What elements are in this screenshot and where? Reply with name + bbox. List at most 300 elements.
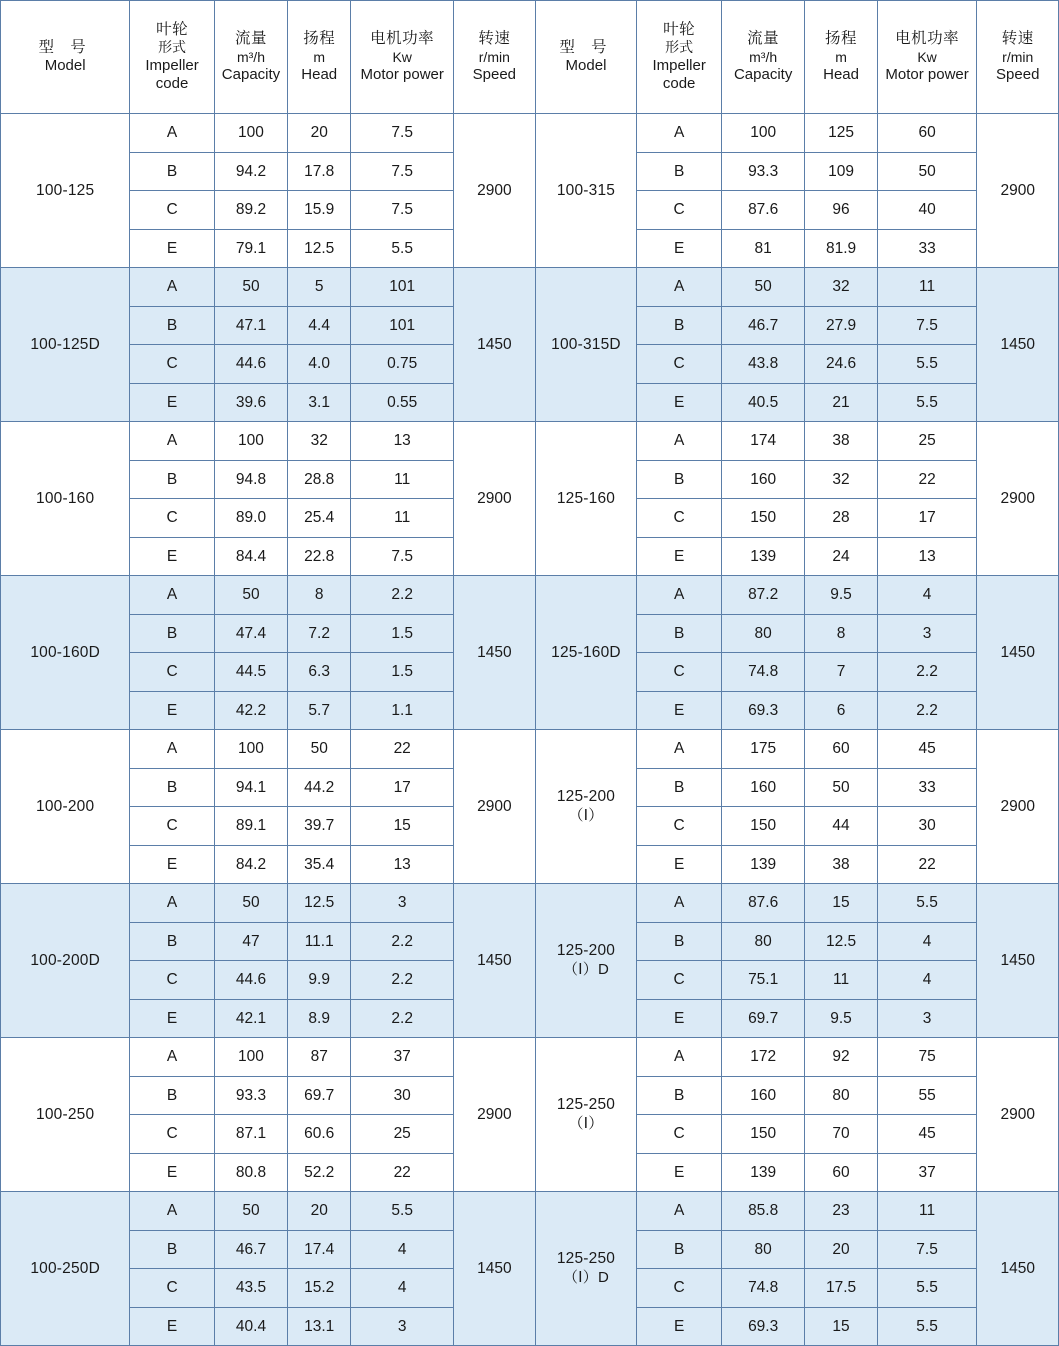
- model-cell: [535, 884, 637, 1038]
- model-name: 125-160D: [551, 643, 621, 661]
- motor-power-cell: 33: [877, 229, 977, 268]
- impeller-code-cell: B: [130, 768, 215, 807]
- model-cell: [1, 730, 130, 884]
- capacity-cell: 139: [721, 845, 804, 884]
- motor-power-cell: 60: [877, 114, 977, 153]
- motor-power-cell: 40: [877, 191, 977, 230]
- speed-cell: 1450: [454, 268, 535, 422]
- model-cell: [535, 422, 637, 576]
- motor-power-cell: 3: [351, 884, 454, 923]
- capacity-cell: 46.7: [214, 1230, 287, 1269]
- impeller-code-cell: A: [637, 268, 722, 307]
- impeller-code-cell: C: [130, 653, 215, 692]
- head-cell: 20: [805, 1230, 877, 1269]
- motor-power-cell: 75: [877, 1038, 977, 1077]
- col-header-cn: 型 号: [38, 38, 92, 56]
- head-cell: 28: [805, 499, 877, 538]
- capacity-cell: 87.6: [721, 191, 804, 230]
- speed-cell: 2900: [977, 1038, 1059, 1192]
- col-header-model-2: [535, 1, 637, 114]
- head-cell: 60.6: [288, 1115, 351, 1154]
- impeller-code-cell: E: [130, 1153, 215, 1192]
- impeller-code-cell: A: [637, 730, 722, 769]
- head-cell: 52.2: [288, 1153, 351, 1192]
- impeller-code-cell: C: [637, 807, 722, 846]
- motor-power-cell: 50: [877, 152, 977, 191]
- capacity-cell: 50: [214, 576, 287, 615]
- col-header-cn: 扬程: [825, 30, 858, 48]
- capacity-cell: 39.6: [214, 383, 287, 422]
- motor-power-cell: 30: [877, 807, 977, 846]
- impeller-code-cell: B: [637, 614, 722, 653]
- head-cell: 44: [805, 807, 877, 846]
- col-header-unit: m³/h: [749, 48, 778, 65]
- col-header-impeller-code-2: [637, 1, 722, 114]
- model-cell: [1, 884, 130, 1038]
- col-header-en: Impeller code: [145, 56, 199, 93]
- table-row: [1, 268, 1059, 307]
- motor-power-cell: 2.2: [877, 653, 977, 692]
- capacity-cell: 89.0: [214, 499, 287, 538]
- model-variant: （Ⅰ）D: [562, 1268, 609, 1286]
- impeller-code-cell: E: [130, 691, 215, 730]
- capacity-cell: 50: [721, 268, 804, 307]
- motor-power-cell: 7.5: [351, 191, 454, 230]
- model-name: 125-200: [556, 788, 616, 806]
- motor-power-cell: 4: [877, 922, 977, 961]
- motor-power-cell: 5.5: [877, 383, 977, 422]
- impeller-code-cell: C: [130, 1269, 215, 1308]
- capacity-cell: 100: [214, 114, 287, 153]
- head-cell: 6: [805, 691, 877, 730]
- model-cell: [1, 576, 130, 730]
- impeller-code-cell: B: [130, 460, 215, 499]
- head-cell: 20: [288, 114, 351, 153]
- capacity-cell: 43.8: [721, 345, 804, 384]
- model-name: 100-125: [36, 181, 95, 199]
- motor-power-cell: 3: [877, 999, 977, 1038]
- impeller-code-cell: E: [637, 1153, 722, 1192]
- capacity-cell: 79.1: [214, 229, 287, 268]
- motor-power-cell: 4: [351, 1269, 454, 1308]
- impeller-code-cell: E: [637, 1307, 722, 1346]
- speed-cell: 2900: [454, 1038, 535, 1192]
- motor-power-cell: 5.5: [877, 1307, 977, 1346]
- capacity-cell: 42.2: [214, 691, 287, 730]
- motor-power-cell: 5.5: [877, 1269, 977, 1308]
- model-cell: [535, 730, 637, 884]
- model-name: 125-160: [556, 489, 616, 507]
- col-header-unit: r/min: [1002, 48, 1034, 65]
- motor-power-cell: 25: [877, 422, 977, 461]
- motor-power-cell: 13: [351, 422, 454, 461]
- capacity-cell: 100: [214, 1038, 287, 1077]
- speed-cell: 2900: [977, 114, 1059, 268]
- impeller-code-cell: A: [130, 730, 215, 769]
- motor-power-cell: 3: [351, 1307, 454, 1346]
- capacity-cell: 93.3: [214, 1076, 287, 1115]
- speed-cell: 1450: [977, 268, 1059, 422]
- capacity-cell: 40.5: [721, 383, 804, 422]
- motor-power-cell: 11: [877, 268, 977, 307]
- model-name: 100-200D: [30, 951, 100, 969]
- motor-power-cell: 101: [351, 306, 454, 345]
- capacity-cell: 160: [721, 460, 804, 499]
- motor-power-cell: 37: [351, 1038, 454, 1077]
- col-header-unit: m: [835, 48, 847, 65]
- head-cell: 50: [805, 768, 877, 807]
- speed-cell: 1450: [977, 576, 1059, 730]
- col-header-unit: m³/h: [236, 48, 265, 65]
- speed-cell: 1450: [977, 884, 1059, 1038]
- col-header-cn: 转速: [1001, 30, 1034, 48]
- model-name: 125-250: [556, 1250, 616, 1268]
- model-cell: [1, 422, 130, 576]
- motor-power-cell: 25: [351, 1115, 454, 1154]
- head-cell: 32: [805, 268, 877, 307]
- model-name: 100-250D: [30, 1259, 100, 1277]
- col-header-en: Speed: [472, 66, 517, 84]
- impeller-code-cell: B: [637, 460, 722, 499]
- impeller-code-cell: C: [130, 1115, 215, 1154]
- impeller-code-cell: C: [130, 961, 215, 1000]
- motor-power-cell: 55: [877, 1076, 977, 1115]
- capacity-cell: 80: [721, 1230, 804, 1269]
- impeller-code-cell: E: [130, 383, 215, 422]
- head-cell: 35.4: [288, 845, 351, 884]
- capacity-cell: 80: [721, 614, 804, 653]
- capacity-cell: 94.2: [214, 152, 287, 191]
- impeller-code-cell: B: [130, 152, 215, 191]
- head-cell: 9.5: [805, 576, 877, 615]
- col-header-cn: 型 号: [559, 38, 613, 56]
- head-cell: 109: [805, 152, 877, 191]
- impeller-code-cell: A: [637, 422, 722, 461]
- motor-power-cell: 5.5: [877, 884, 977, 923]
- speed-cell: 2900: [977, 422, 1059, 576]
- head-cell: 80: [805, 1076, 877, 1115]
- impeller-code-cell: B: [130, 306, 215, 345]
- capacity-cell: 74.8: [721, 1269, 804, 1308]
- model-name: 125-200: [556, 942, 616, 960]
- model-cell: [1, 1192, 130, 1346]
- impeller-code-cell: C: [130, 345, 215, 384]
- col-header-head-2: [805, 1, 877, 114]
- head-cell: 69.7: [288, 1076, 351, 1115]
- head-cell: 28.8: [288, 460, 351, 499]
- head-cell: 60: [805, 1153, 877, 1192]
- head-cell: 15: [805, 884, 877, 923]
- impeller-code-cell: B: [637, 1230, 722, 1269]
- col-header-en: Model: [44, 57, 86, 75]
- motor-power-cell: 13: [351, 845, 454, 884]
- col-header-speed-1: [454, 1, 535, 114]
- col-header-cn: 扬程: [303, 30, 336, 48]
- impeller-code-cell: B: [637, 152, 722, 191]
- table-body: [1, 114, 1059, 1346]
- col-header-cn: 电机功率: [370, 30, 435, 48]
- capacity-cell: 74.8: [721, 653, 804, 692]
- capacity-cell: 175: [721, 730, 804, 769]
- col-header-cn: 叶轮: [156, 20, 189, 38]
- model-cell: [535, 1038, 637, 1192]
- impeller-code-cell: E: [130, 999, 215, 1038]
- head-cell: 38: [805, 422, 877, 461]
- head-cell: 5.7: [288, 691, 351, 730]
- motor-power-cell: 3: [877, 614, 977, 653]
- speed-cell: 1450: [977, 1192, 1059, 1346]
- capacity-cell: 84.4: [214, 537, 287, 576]
- model-cell: [1, 114, 130, 268]
- head-cell: 22.8: [288, 537, 351, 576]
- col-header-motor-power-1: [351, 1, 454, 114]
- impeller-code-cell: E: [637, 845, 722, 884]
- capacity-cell: 150: [721, 807, 804, 846]
- motor-power-cell: 11: [351, 499, 454, 538]
- col-header-en: Capacity: [221, 66, 281, 84]
- capacity-cell: 172: [721, 1038, 804, 1077]
- motor-power-cell: 15: [351, 807, 454, 846]
- table-row: [1, 730, 1059, 769]
- col-header-unit: Kw: [917, 48, 937, 65]
- impeller-code-cell: C: [637, 499, 722, 538]
- impeller-code-cell: C: [637, 345, 722, 384]
- model-name: 100-125D: [30, 335, 100, 353]
- impeller-code-cell: A: [130, 422, 215, 461]
- capacity-cell: 160: [721, 768, 804, 807]
- model-cell: [535, 114, 637, 268]
- model-name: 100-160: [36, 489, 95, 507]
- motor-power-cell: 22: [351, 1153, 454, 1192]
- table-row: [1, 576, 1059, 615]
- capacity-cell: 46.7: [721, 306, 804, 345]
- impeller-code-cell: E: [637, 537, 722, 576]
- motor-power-cell: 13: [877, 537, 977, 576]
- model-cell: [535, 576, 637, 730]
- capacity-cell: 69.3: [721, 1307, 804, 1346]
- model-variant: （Ⅰ）: [568, 1114, 604, 1132]
- col-header-model-1: [1, 1, 130, 114]
- model-name: 100-315D: [551, 335, 621, 353]
- col-header-capacity-1: [214, 1, 287, 114]
- capacity-cell: 100: [214, 730, 287, 769]
- impeller-code-cell: B: [637, 306, 722, 345]
- motor-power-cell: 2.2: [351, 576, 454, 615]
- head-cell: 7: [805, 653, 877, 692]
- speed-cell: 2900: [454, 730, 535, 884]
- capacity-cell: 50: [214, 884, 287, 923]
- head-cell: 60: [805, 730, 877, 769]
- speed-cell: 1450: [454, 576, 535, 730]
- motor-power-cell: 2.2: [351, 999, 454, 1038]
- capacity-cell: 47.1: [214, 306, 287, 345]
- impeller-code-cell: E: [130, 537, 215, 576]
- model-name: 100-315: [556, 181, 616, 199]
- model-variant: （Ⅰ）D: [562, 960, 609, 978]
- model-cell: [1, 268, 130, 422]
- impeller-code-cell: A: [637, 1192, 722, 1231]
- head-cell: 15: [805, 1307, 877, 1346]
- capacity-cell: 80: [721, 922, 804, 961]
- impeller-code-cell: B: [130, 1230, 215, 1269]
- head-cell: 17.4: [288, 1230, 351, 1269]
- capacity-cell: 84.2: [214, 845, 287, 884]
- head-cell: 8: [805, 614, 877, 653]
- capacity-cell: 50: [214, 268, 287, 307]
- col-header-cn: 转速: [478, 30, 511, 48]
- col-header-en: Head: [301, 66, 338, 84]
- col-header-motor-power-2: [877, 1, 977, 114]
- capacity-cell: 69.7: [721, 999, 804, 1038]
- speed-cell: 1450: [454, 1192, 535, 1346]
- capacity-cell: 42.1: [214, 999, 287, 1038]
- impeller-code-cell: B: [637, 1076, 722, 1115]
- head-cell: 38: [805, 845, 877, 884]
- head-cell: 11.1: [288, 922, 351, 961]
- head-cell: 25.4: [288, 499, 351, 538]
- motor-power-cell: 5.5: [351, 1192, 454, 1231]
- head-cell: 17.8: [288, 152, 351, 191]
- impeller-code-cell: A: [130, 114, 215, 153]
- capacity-cell: 87.6: [721, 884, 804, 923]
- head-cell: 24.6: [805, 345, 877, 384]
- capacity-cell: 139: [721, 1153, 804, 1192]
- capacity-cell: 50: [214, 1192, 287, 1231]
- motor-power-cell: 33: [877, 768, 977, 807]
- model-cell: [535, 1192, 637, 1346]
- impeller-code-cell: E: [637, 229, 722, 268]
- capacity-cell: 75.1: [721, 961, 804, 1000]
- impeller-code-cell: A: [130, 268, 215, 307]
- capacity-cell: 93.3: [721, 152, 804, 191]
- table-row: [1, 114, 1059, 153]
- table-row: [1, 884, 1059, 923]
- head-cell: 13.1: [288, 1307, 351, 1346]
- impeller-code-cell: A: [637, 884, 722, 923]
- head-cell: 21: [805, 383, 877, 422]
- impeller-code-cell: B: [637, 922, 722, 961]
- impeller-code-cell: E: [637, 691, 722, 730]
- motor-power-cell: 22: [877, 845, 977, 884]
- head-cell: 5: [288, 268, 351, 307]
- impeller-code-cell: C: [637, 1115, 722, 1154]
- col-header-en: Head: [823, 66, 859, 84]
- col-header-unit: m: [313, 48, 326, 65]
- speed-cell: 2900: [454, 422, 535, 576]
- impeller-code-cell: E: [130, 845, 215, 884]
- col-header-impeller-code-1: [130, 1, 215, 114]
- motor-power-cell: 30: [351, 1076, 454, 1115]
- impeller-code-cell: E: [637, 999, 722, 1038]
- head-cell: 6.3: [288, 653, 351, 692]
- col-header-cn: 流量: [747, 30, 780, 48]
- motor-power-cell: 2.2: [877, 691, 977, 730]
- head-cell: 96: [805, 191, 877, 230]
- col-header-speed-2: [977, 1, 1059, 114]
- head-cell: 87: [288, 1038, 351, 1077]
- col-header-cn: 叶轮: [663, 20, 696, 38]
- impeller-code-cell: A: [130, 884, 215, 923]
- impeller-code-cell: B: [130, 922, 215, 961]
- col-header-cn: 流量: [234, 30, 267, 48]
- head-cell: 27.9: [805, 306, 877, 345]
- head-cell: 32: [288, 422, 351, 461]
- head-cell: 32: [805, 460, 877, 499]
- head-cell: 50: [288, 730, 351, 769]
- col-header-cn: 电机功率: [895, 30, 960, 48]
- speed-cell: 1450: [454, 884, 535, 1038]
- head-cell: 17.5: [805, 1269, 877, 1308]
- impeller-code-cell: B: [130, 614, 215, 653]
- col-header-unit: 形式: [158, 39, 187, 56]
- table-row: [1, 1038, 1059, 1077]
- impeller-code-cell: A: [130, 1192, 215, 1231]
- motor-power-cell: 1.5: [351, 653, 454, 692]
- motor-power-cell: 17: [877, 499, 977, 538]
- head-cell: 125: [805, 114, 877, 153]
- col-header-en: Speed: [996, 66, 1040, 84]
- head-cell: 9.9: [288, 961, 351, 1000]
- motor-power-cell: 4: [351, 1230, 454, 1269]
- col-header-unit: Kw: [392, 48, 412, 65]
- head-cell: 12.5: [805, 922, 877, 961]
- capacity-cell: 69.3: [721, 691, 804, 730]
- col-header-en: Capacity: [733, 66, 793, 84]
- capacity-cell: 47: [214, 922, 287, 961]
- model-name: 100-160D: [30, 643, 100, 661]
- impeller-code-cell: C: [637, 653, 722, 692]
- motor-power-cell: 11: [351, 460, 454, 499]
- motor-power-cell: 0.75: [351, 345, 454, 384]
- capacity-cell: 94.8: [214, 460, 287, 499]
- motor-power-cell: 45: [877, 1115, 977, 1154]
- capacity-cell: 80.8: [214, 1153, 287, 1192]
- capacity-cell: 40.4: [214, 1307, 287, 1346]
- motor-power-cell: 7.5: [351, 152, 454, 191]
- motor-power-cell: 37: [877, 1153, 977, 1192]
- head-cell: 81.9: [805, 229, 877, 268]
- capacity-cell: 100: [721, 114, 804, 153]
- head-cell: 9.5: [805, 999, 877, 1038]
- motor-power-cell: 7.5: [351, 114, 454, 153]
- impeller-code-cell: C: [130, 807, 215, 846]
- impeller-code-cell: C: [637, 961, 722, 1000]
- capacity-cell: 89.2: [214, 191, 287, 230]
- col-header-capacity-2: [721, 1, 804, 114]
- impeller-code-cell: E: [637, 383, 722, 422]
- motor-power-cell: 7.5: [351, 537, 454, 576]
- impeller-code-cell: B: [130, 1076, 215, 1115]
- col-header-unit: 形式: [665, 39, 694, 56]
- impeller-code-cell: C: [637, 191, 722, 230]
- impeller-code-cell: E: [130, 1307, 215, 1346]
- model-name: 100-250: [36, 1105, 95, 1123]
- table-row: [1, 422, 1059, 461]
- motor-power-cell: 5.5: [877, 345, 977, 384]
- capacity-cell: 89.1: [214, 807, 287, 846]
- motor-power-cell: 101: [351, 268, 454, 307]
- speed-cell: 2900: [977, 730, 1059, 884]
- head-cell: 8.9: [288, 999, 351, 1038]
- motor-power-cell: 1.5: [351, 614, 454, 653]
- capacity-cell: 150: [721, 1115, 804, 1154]
- head-cell: 92: [805, 1038, 877, 1077]
- head-cell: 4.4: [288, 306, 351, 345]
- motor-power-cell: 7.5: [877, 306, 977, 345]
- motor-power-cell: 22: [351, 730, 454, 769]
- head-cell: 24: [805, 537, 877, 576]
- head-cell: 11: [805, 961, 877, 1000]
